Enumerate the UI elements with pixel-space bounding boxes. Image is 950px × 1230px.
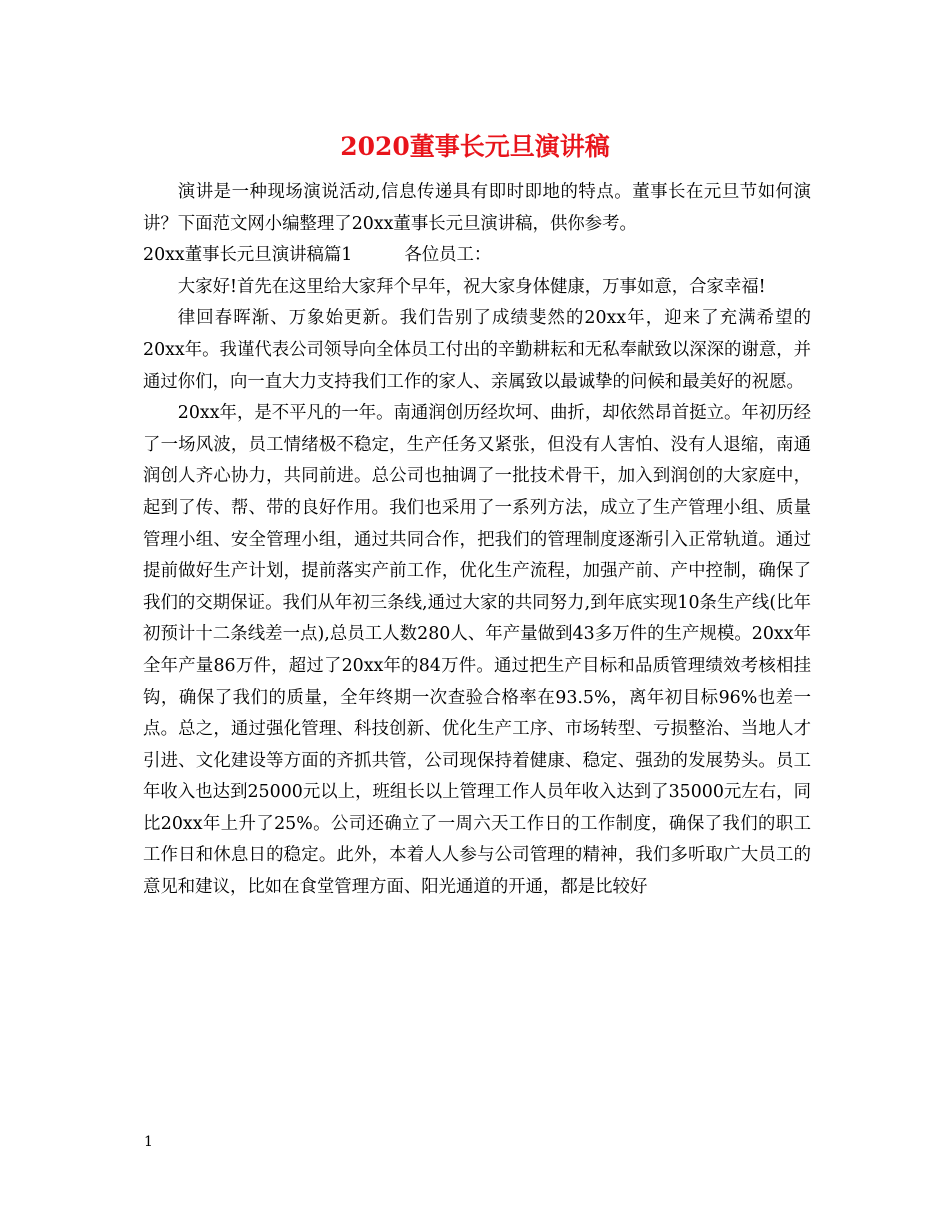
body-paragraph: 20xx年，是不平凡的一年。南通润创历经坎坷、曲折，却依然昂首挺立。年初历经了一场风波，员工情绪极不稳定，生产任务又紧张，但没有人害怕、没有人退缩，南通润创人齐心协力，共同前进。总公司也抽调了一批技术骨干，加入到润创的大家庭中，起到了传、帮、带的良好作用。我们也采用了一系列方法，成立了生产管理小组、质量管理小组、安全管理小组，通过共同合作，把我们的管理制度逐渐引入正常轨道。通过提前做好生产计划，提前落实产前工作，优化生产流程，加强产前、产中控制，确保了我们的交期保证。我们从年初三条线,通过大家的共同努力,到年底实现10条生产线(比年初预计十二条线差一点),总员工人数280人、年产量做到43多万件的生产规模。20xx年全年产量86万件，超过了20xx年的84万件。通过把生产目标和品质管理绩效考核相挂钩，确保了我们的质量，全年终期一次查验合格率在93.5%，离年初目标96%也差一点。总之，通过强化管理、科技创新、优化生产工序、市场转型、亏损整治、当地人才引进、文化建设等方面的齐抓共管，公司现保持着健康、稳定、强劲的发展势头。员工年收入也达到25000元以上，班组长以上管理工作人员年收入达到了35000元左右，同比20xx年上升了25%。公司还确立了一周六天工作日的工作制度，确保了我们的职工工作日和休息日的稳定。此外，本着人人参与公司管理的精神，我们多听取广大员工的意见和建议，比如在食堂管理方面、阳光通道的开通，都是比较好	[143, 403, 811, 898]
body-paragraph: 律回春晖渐、万象始更新。我们告别了成绩斐然的20xx年，迎来了充满希望的20xx年。我谨代表公司领导向全体员工付出的辛勤耕耘和无私奉献致以深深的谢意，并通过你们，向一直大力支持我们工作的家人、亲属致以最诚挚的问候和最美好的祝愿。	[143, 308, 811, 392]
intro-paragraph: 演讲是一种现场演说活动,信息传递具有即时即地的特点。董事长在元旦节如何演讲？下面范文网小编整理了20xx董事长元旦演讲稿，供你参考。	[143, 182, 811, 234]
section-heading-line	[143, 240, 811, 272]
document-title: 2020董事长元旦演讲稿	[340, 132, 610, 161]
body-paragraph: 大家好!首先在这里给大家拜个早年，祝大家身体健康，万事如意，合家幸福!	[177, 276, 766, 297]
page-number: 1	[144, 1134, 153, 1150]
document-body	[143, 177, 811, 904]
section-heading: 20xx董事长元旦演讲稿篇1	[143, 245, 353, 266]
salutation: 各位员工：	[404, 245, 492, 266]
